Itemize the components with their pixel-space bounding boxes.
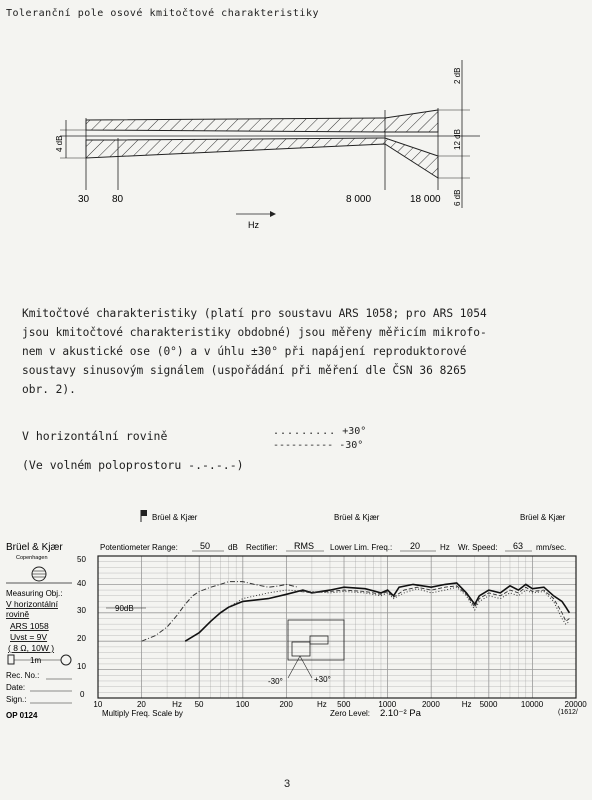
x-tick-labels xyxy=(93,700,587,709)
y-tick-10: 10 xyxy=(77,662,86,671)
right-dim-2db: 2 dB xyxy=(453,67,462,84)
y-tick-20: 20 xyxy=(77,634,86,643)
para-line: jsou kmitočtové charakteristiky obdobné) jsou měřeny měřicím mikrofo- xyxy=(22,326,487,339)
y-tick-0: 0 xyxy=(80,690,85,699)
brand-city: Copenhagen xyxy=(16,555,48,561)
horizontal-plane-label: V horizontální rovině xyxy=(22,429,168,443)
axis-unit: Hz xyxy=(248,220,259,230)
impedance-label: ( 8 Ω, 10W ) xyxy=(8,643,55,653)
legend-minus30: ---------- -30° xyxy=(273,440,364,451)
right-dim-6db: 6 dB xyxy=(453,189,462,206)
angle-left: -30° xyxy=(268,677,283,686)
frequency-response-chart xyxy=(0,500,592,725)
distance-label: 1m xyxy=(30,656,42,665)
header-logo-1: Brüel & Kjær xyxy=(152,513,198,522)
x-tick-label: 20 xyxy=(136,700,146,709)
wr-speed-label: Wr. Speed: xyxy=(458,543,498,552)
multiply-label: Multiply Freq. Scale by xyxy=(102,709,183,718)
x-tick-label: 200 xyxy=(279,700,293,709)
legend-plus30: ......... +30° xyxy=(273,426,367,437)
measuring-obj-line2: rovině xyxy=(6,609,30,619)
lower-lim-unit: Hz xyxy=(440,543,450,552)
curve-free-field xyxy=(142,582,298,642)
tick-8000: 8 000 xyxy=(346,194,372,205)
rectifier-value: RMS xyxy=(294,541,314,551)
y-tick-30: 30 xyxy=(77,606,86,615)
x-tick-label: Hz xyxy=(316,700,327,709)
free-field-label: (Ve volném poloprostoru -.-.-.-) xyxy=(22,458,244,472)
x-tick-label: 2000 xyxy=(421,700,440,709)
tick-30: 30 xyxy=(78,194,90,205)
potentiometer-label: Potentiometer Range: xyxy=(100,543,178,552)
y-tick-40: 40 xyxy=(77,579,86,588)
bk-flag-icon xyxy=(141,510,147,522)
brand-name: Brüel & Kjær xyxy=(6,542,63,553)
x-tick-label: 50 xyxy=(194,700,204,709)
legend-minus30-text: -30° xyxy=(339,440,364,451)
page-number: 3 xyxy=(284,778,291,790)
zero-level-value: 2.10⁻² Pa xyxy=(380,708,421,719)
x-tick-label: Hz xyxy=(172,700,182,709)
device-label: ARS 1058 xyxy=(10,621,49,631)
x-tick-label: 100 xyxy=(235,700,250,709)
potentiometer-unit: dB xyxy=(228,543,238,552)
tolerance-diagram xyxy=(0,40,592,240)
tick-80: 80 xyxy=(112,194,124,205)
date-label: Date: xyxy=(6,683,26,692)
legend-plus30-text: +30° xyxy=(342,426,367,437)
tick-18000: 18 000 xyxy=(410,194,441,205)
lower-lim-label: Lower Lim. Freq.: xyxy=(330,543,393,552)
x-tick-label: 10000 xyxy=(520,700,544,709)
wr-speed-unit: mm/sec. xyxy=(536,543,567,552)
lower-lim-value: 20 xyxy=(410,541,421,551)
level-marker: 90dB xyxy=(115,604,134,613)
para-line: soustavy sinusovým signálem (uspořádání při měření dle ČSN 36 8265 xyxy=(22,364,467,377)
description-paragraph xyxy=(22,304,582,399)
form-code: OP 0124 xyxy=(6,711,38,720)
measuring-obj-line1: V horizontální xyxy=(6,599,58,609)
globe-icon xyxy=(32,567,46,581)
uvst-label: Uvst = 9V xyxy=(10,632,48,642)
sign-label: Sign.: xyxy=(6,695,27,704)
para-line: Kmitočtové charakteristiky (platí pro soustavu ARS 1058; pro ARS 1054 xyxy=(22,307,487,320)
corner-code: (1612/ xyxy=(558,709,578,716)
measuring-obj-label: Measuring Obj.: xyxy=(6,589,63,598)
header-logo-3: Brüel & Kjær xyxy=(520,513,566,522)
header-logo-2: Brüel & Kjær xyxy=(334,513,380,522)
document-title: Toleranční pole osové kmitočtové charakteristiky xyxy=(6,8,319,19)
rectifier-label: Rectifier: xyxy=(246,543,278,552)
plot-grid xyxy=(98,556,576,698)
x-tick-label: 10 xyxy=(93,700,103,709)
curve-minus30 xyxy=(300,586,569,622)
y-tick-50: 50 xyxy=(77,555,86,564)
rec-no-label: Rec. No.: xyxy=(6,671,40,680)
left-dim-label: 4 dB xyxy=(55,135,64,152)
wr-speed-value: 63 xyxy=(513,541,524,551)
x-tick-label: Hz xyxy=(461,700,472,709)
para-line: nem v akustické ose (0°) a v úhlu ±30° při napájení reproduktorové xyxy=(22,345,467,358)
x-tick-label: 1000 xyxy=(378,700,397,709)
potentiometer-value: 50 xyxy=(200,541,211,551)
x-tick-label: 5000 xyxy=(479,700,498,709)
angle-right: +30° xyxy=(314,675,331,684)
para-line: obr. 2). xyxy=(22,383,76,396)
right-dim-12db: 12 dB xyxy=(453,129,462,150)
x-tick-label: 20000 xyxy=(564,700,587,709)
plot-frame xyxy=(98,556,576,698)
x-tick-label: 500 xyxy=(337,700,351,709)
zero-level-label: Zero Level: xyxy=(330,709,371,718)
